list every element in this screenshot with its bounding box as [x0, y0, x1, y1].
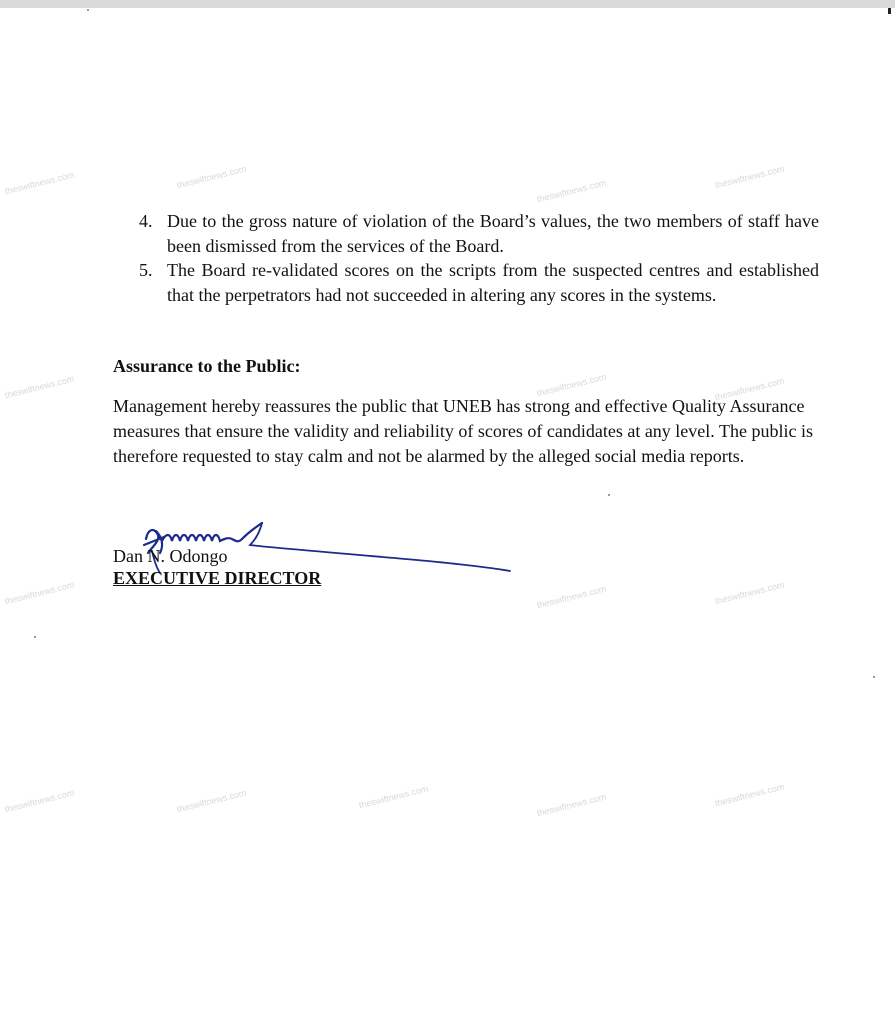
watermark: theswiftnews.com	[3, 787, 76, 815]
watermark: theswiftnews.com	[175, 163, 248, 191]
watermark: theswiftnews.com	[3, 373, 76, 401]
scan-speck	[608, 494, 610, 496]
list-item-text: Due to the gross nature of violation of the Board’s values, the two members of staff have been dismissed from the services of the Board.	[167, 211, 819, 256]
list-item-number: 5.	[139, 260, 153, 280]
section-heading: Assurance to the Public:	[113, 356, 301, 376]
scan-speck	[34, 636, 36, 638]
corner-scan-mark	[888, 8, 891, 14]
watermark: theswiftnews.com	[713, 163, 786, 191]
numbered-list	[139, 209, 819, 307]
watermark: theswiftnews.com	[535, 791, 608, 819]
scan-speck	[873, 676, 875, 678]
watermark: theswiftnews.com	[3, 169, 76, 197]
list-item	[139, 209, 819, 258]
scan-speck	[87, 9, 89, 11]
watermark: theswiftnews.com	[713, 781, 786, 809]
watermark: theswiftnews.com	[713, 579, 786, 607]
list-item-text: The Board re-validated scores on the scripts from the suspected centres and established that the perpetrators had not succeeded in altering any scores in the systems.	[167, 260, 819, 305]
watermark: theswiftnews.com	[713, 375, 786, 403]
watermark: theswiftnews.com	[535, 583, 608, 611]
watermark: theswiftnews.com	[3, 579, 76, 607]
watermark: theswiftnews.com	[535, 177, 608, 205]
assurance-paragraph: Management hereby reassures the public that UNEB has strong and effective Quality Assurance measures that ensure the validity and reliability of scores of candidates at any level. The public is therefore requested to stay calm and not be alarmed by the alleged social media reports.	[113, 396, 813, 466]
signatory-name: Dan N. Odongo	[113, 546, 228, 566]
watermark: theswiftnews.com	[535, 371, 608, 399]
list-item-number: 4.	[139, 211, 153, 231]
top-scan-border	[0, 0, 895, 8]
list-item	[139, 258, 819, 307]
watermark: theswiftnews.com	[357, 783, 430, 811]
watermark: theswiftnews.com	[175, 787, 248, 815]
signatory-title: EXECUTIVE DIRECTOR	[113, 568, 322, 588]
